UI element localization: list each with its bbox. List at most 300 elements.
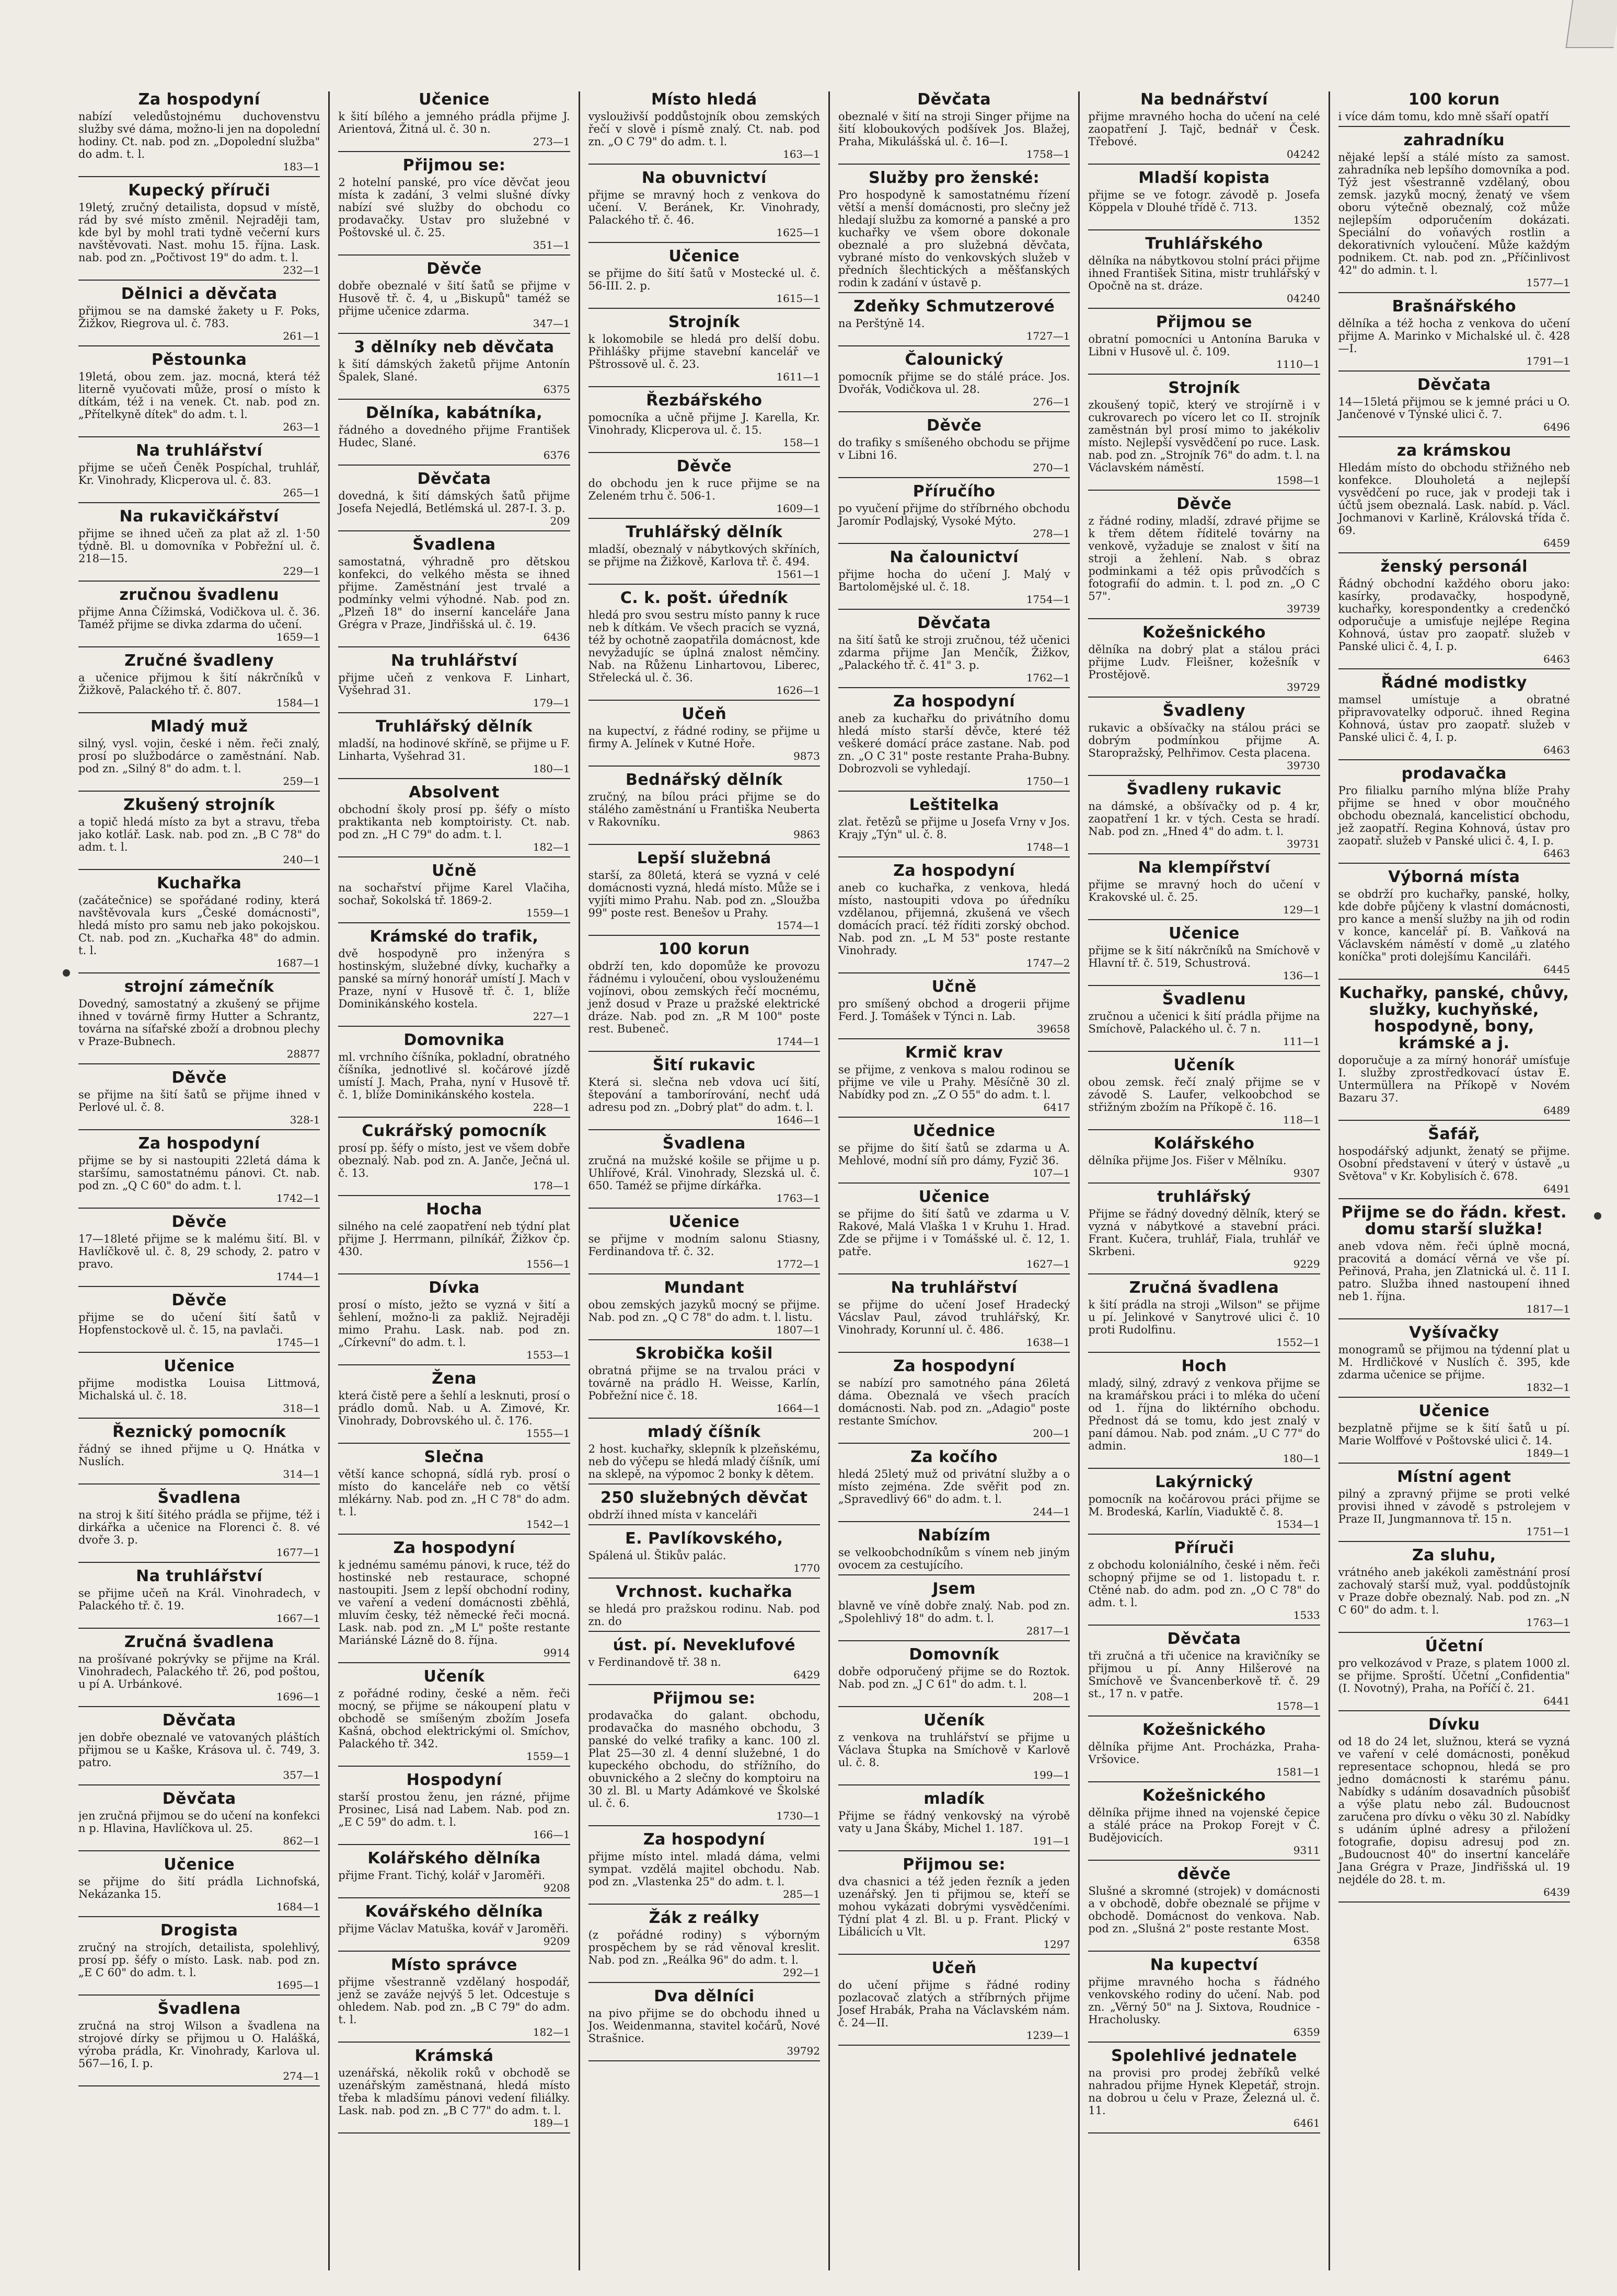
ad-divider bbox=[588, 1051, 820, 1052]
column-5 bbox=[1078, 91, 1328, 2270]
ad-divider bbox=[78, 1784, 320, 1785]
ad-heading: Truhlářský dělník bbox=[626, 523, 783, 541]
ad-code: 39730 bbox=[1287, 759, 1320, 772]
ad-heading: mladík bbox=[923, 1790, 985, 1808]
ad-text: nabízí veledůstojnému duchovenstvu služby své dáma, možno-li jen na dopolední hodiny. Ct. nab. pod zn. „Dopolední služba" do adm. t. l. bbox=[78, 110, 320, 160]
classified-ad bbox=[1088, 1866, 1320, 1952]
ad-heading: Děvčata bbox=[917, 91, 991, 109]
ad-heading: Na kupectví bbox=[1150, 1956, 1258, 1974]
classified-ad bbox=[338, 718, 570, 779]
ad-text: obdrží ihned místa v kanceláři bbox=[588, 1509, 757, 1521]
classified-ad bbox=[838, 352, 1070, 412]
ad-code: 6489 bbox=[1543, 1104, 1570, 1117]
ad-text: mladší, obeznalý v nábytkových skříních, se přijme na Žižkově, Karlova tř. č. 494. bbox=[588, 543, 820, 568]
ad-heading: Děvče bbox=[1176, 495, 1232, 513]
ad-heading: Za hospodyní bbox=[893, 692, 1015, 711]
ad-text: 19letá, obou zem. jaz. mocná, která též literně vyučovati může, prosí o místo k dítkám, též i na venek. Ct. nab. pod zn. „Přítelkyně dítek" do adm. t. l. bbox=[78, 370, 320, 421]
ad-divider bbox=[78, 1063, 320, 1064]
ad-code: 1584—1 bbox=[276, 697, 320, 709]
ad-heading: Lepší služebná bbox=[637, 849, 771, 867]
ad-divider bbox=[1088, 2042, 1320, 2043]
ad-text: obratní pomocníci u Antonína Baruka v Libni v Husově ul. č. 109. bbox=[1088, 333, 1320, 358]
ad-text: obou zemsk. řečí znalý přijme se v závodě S. Laufer, velkoobchod se střižným zbožím na Příkopě č. 16. bbox=[1088, 1076, 1320, 1114]
ad-code: 1553—1 bbox=[526, 1349, 570, 1361]
ad-code: 2817—1 bbox=[1026, 1625, 1070, 1637]
ad-heading: Krámské do trafik, bbox=[369, 927, 539, 946]
classified-ad bbox=[838, 549, 1070, 610]
ad-text: na pivo přijme se do obchodu ihned u Jos. Weidenmanna, stavitel kočárů, Nové Strašnice. bbox=[588, 2007, 820, 2045]
ad-code: 1687—1 bbox=[276, 957, 320, 969]
classified-ad bbox=[338, 339, 570, 400]
ad-code: 259—1 bbox=[283, 775, 320, 787]
ad-heading: Krmič krav bbox=[905, 1043, 1003, 1062]
ad-divider bbox=[1338, 1541, 1570, 1542]
ad-heading: Učně bbox=[931, 978, 977, 996]
ad-code: 314—1 bbox=[283, 1468, 320, 1480]
classified-ad bbox=[338, 1850, 570, 1898]
classified-ad bbox=[588, 314, 820, 387]
ad-heading: Na truhlářství bbox=[390, 652, 517, 670]
ad-heading: Domovnika bbox=[403, 1031, 505, 1049]
ad-text: přijme místo intel. mladá dáma, velmi sympat. vzdělá majitel obchodu. Nab. pod zn. „Vlastenka 25" do adm. t. l. bbox=[588, 1850, 820, 1888]
ad-heading: Na čalounictví bbox=[890, 548, 1019, 566]
ad-divider bbox=[838, 543, 1070, 544]
ad-divider bbox=[78, 176, 320, 177]
ad-text: na dámské, a obšívačky od p. 4 kr, zaopatření 1 kr. v tých. Cesta se hradí. Nab. pod zn. „Hned 4" do adm. t. l. bbox=[1088, 800, 1320, 838]
classified-ad bbox=[1338, 869, 1570, 980]
classified-ad bbox=[838, 1358, 1070, 1444]
ad-code: 278—1 bbox=[1033, 527, 1070, 540]
ad-text: která čistě pere a šehlí a lesknuti, prosí o prádlo domů. Nab. u A. Zimové, Kr. Vinohrady, Dobrovského ul. č. 176. bbox=[338, 1389, 570, 1427]
ad-heading: Čalounický bbox=[905, 351, 1003, 369]
classified-ad bbox=[78, 1070, 320, 1130]
ad-heading: Na truhlářství bbox=[891, 1279, 1018, 1297]
ad-code: 158—1 bbox=[783, 436, 820, 449]
classified-ad bbox=[338, 1280, 570, 1365]
ad-text: přijme se učeň Čeněk Pospíchal, truhlář, Kr. Vinohrady, Klicperova ul. č. 83. bbox=[78, 461, 320, 486]
ad-text: k jednému samému pánovi, k ruce, též do hostinské neb restaurace, schopné nastoupiti. Jsem z lepší obchodní rodiny, ve vaření a vedení domácnosti zběhlá, mluvím česky, též německé řeči mocná. Lask. nab. pod zn. „M L" pošte restante Mariánské Lázně do 8. října. bbox=[338, 1559, 570, 1646]
ad-code: 6441 bbox=[1543, 1695, 1570, 1707]
ad-divider bbox=[1088, 1781, 1320, 1782]
ad-divider bbox=[338, 1766, 570, 1767]
ad-divider bbox=[838, 687, 1070, 688]
ad-divider bbox=[838, 856, 1070, 857]
ad-divider bbox=[338, 856, 570, 857]
ad-code: 1744—1 bbox=[776, 1035, 820, 1048]
ad-code: 1552—1 bbox=[1276, 1336, 1320, 1349]
ad-divider bbox=[1338, 1120, 1570, 1121]
ad-divider bbox=[588, 518, 820, 519]
ad-heading: Na obuvnictví bbox=[641, 169, 767, 187]
classified-ad bbox=[1338, 1126, 1570, 1199]
ad-text: se přijme do šití šatů v Mostecké ul. č. 56-III. 2. p. bbox=[588, 267, 820, 292]
ad-divider bbox=[1088, 1352, 1320, 1353]
ad-heading: Truhlářského bbox=[1145, 235, 1263, 253]
ad-heading: Přijmou se: bbox=[652, 1689, 756, 1708]
classified-ad bbox=[838, 483, 1070, 544]
classified-ad bbox=[78, 979, 320, 1064]
ad-divider bbox=[1338, 979, 1570, 980]
classified-ad bbox=[588, 1690, 820, 1826]
ad-heading: Lakýrnický bbox=[1155, 1473, 1253, 1491]
ad-text: řádného a dovedného přijme František Hudec, Slané. bbox=[338, 424, 570, 449]
ad-heading: Dělníka, kabátníka, bbox=[365, 404, 543, 422]
ad-divider bbox=[78, 280, 320, 281]
ad-heading: Za hospodyní bbox=[138, 91, 260, 109]
ad-code: 1578—1 bbox=[1276, 1700, 1320, 1712]
ad-heading: zručnou švadlenu bbox=[119, 586, 279, 604]
classified-ad bbox=[1088, 781, 1320, 854]
ad-divider bbox=[338, 712, 570, 713]
ad-text: zručnou a učenici k šití prádla přijme na Smíchově, Palackého ul. č. 7 n. bbox=[1088, 1010, 1320, 1035]
ad-text: (z pořádné rodiny) s výborným prospěchem by se rád věnoval kreslit. Nab. pod zn. „Reálka 96" do adm. t. l. bbox=[588, 1929, 820, 1966]
ad-text: přijme se k šití nákrčníků na Smíchově v Hlavní tř. č. 519, Schustrová. bbox=[1088, 944, 1320, 969]
ad-divider bbox=[1338, 1463, 1570, 1464]
ad-heading: Děvče bbox=[926, 416, 982, 435]
ad-code: 1581—1 bbox=[1276, 1766, 1320, 1778]
ad-heading: Učeň bbox=[931, 1959, 977, 1977]
ad-divider bbox=[1088, 308, 1320, 309]
ad-text: 2 host. kuchařky, sklepník k plzeňskému, neb do výčepu se hledá mladý číšník, umí na sklepě, na výpomoc 2 bonky k dětem. bbox=[588, 1443, 820, 1480]
classified-ad bbox=[588, 248, 820, 309]
ad-code: 180—1 bbox=[533, 762, 570, 775]
ad-divider bbox=[338, 1844, 570, 1845]
ad-heading: Místo hledá bbox=[651, 91, 757, 109]
ad-heading: zahradníku bbox=[1403, 131, 1505, 149]
classified-ad bbox=[1338, 766, 1570, 864]
ad-divider bbox=[78, 1418, 320, 1419]
ad-text: přijme všestranně vzdělaný hospodář, jenž se zaváže nejvýš 5 let. Odcestuje s ohledem. Nab. pod zn. „B C 79" do adm. t. l. bbox=[338, 1976, 570, 2026]
ad-heading: Kolářského bbox=[1153, 1134, 1255, 1153]
ad-heading: Absolvent bbox=[409, 783, 500, 802]
ad-text: obratná přijme se na trvalou práci v továrně na prádlo H. Weisse, Karlín, Pobřežní nice č. 18. bbox=[588, 1364, 820, 1402]
ad-code: 1667—1 bbox=[276, 1612, 320, 1625]
ad-heading: Učenice bbox=[918, 1188, 990, 1206]
ad-code: 263—1 bbox=[283, 421, 320, 433]
ad-divider bbox=[338, 1662, 570, 1663]
ad-code: 9209 bbox=[543, 1935, 570, 1947]
ad-heading: Vyšívačky bbox=[1409, 1324, 1499, 1342]
ad-code: 1750—1 bbox=[1026, 775, 1070, 787]
ad-divider bbox=[588, 1982, 820, 1983]
classified-ad bbox=[78, 653, 320, 713]
ad-text: pro smíšený obchod a drogerii přijme Ferd. J. Tomášek v Týnci n. Lab. bbox=[838, 998, 1070, 1023]
ad-code: 6436 bbox=[543, 631, 570, 643]
ad-heading: Řádné modistky bbox=[1381, 674, 1527, 692]
ad-divider bbox=[1088, 853, 1320, 854]
ad-heading: 100 korun bbox=[1408, 91, 1500, 109]
ad-divider bbox=[1338, 1632, 1570, 1633]
ad-divider bbox=[588, 1631, 820, 1632]
classified-ad bbox=[588, 1424, 820, 1485]
classified-ad bbox=[588, 524, 820, 585]
ad-divider bbox=[1088, 1182, 1320, 1184]
ad-heading: Přijmou se: bbox=[402, 156, 506, 175]
ad-code: 1772—1 bbox=[776, 1258, 820, 1270]
classified-ad bbox=[1338, 1547, 1570, 1633]
ad-text: jen zručná přijmou se do učení na konfekci n p. Hlavina, Havlíčkova ul. 25. bbox=[78, 1810, 320, 1835]
ad-heading: Učenice bbox=[668, 247, 740, 265]
ad-text: Hledám místo do obchodu střižného neb konfekce. Dlouholetá a nejlepší vysvědčení po ruce, jak v prodeji tak i účtů jsem obeznalá. Lask. nabíd. p. Václ. Jochmanovi v Karlině, Královská třída č. 69. bbox=[1338, 461, 1570, 537]
ad-divider bbox=[588, 1825, 820, 1826]
ad-divider bbox=[1088, 490, 1320, 491]
classified-ad bbox=[78, 2001, 320, 2086]
classified-ad bbox=[1088, 1540, 1320, 1626]
ad-divider bbox=[588, 1208, 820, 1209]
ad-text: řádný se ihned přijme u Q. Hnátka v Nuslích. bbox=[78, 1443, 320, 1468]
ad-heading: Kupecký příruči bbox=[128, 181, 271, 200]
classified-ad bbox=[588, 706, 820, 767]
ad-text: blavně ve víně dobře znalý. Nab. pod zn. „Spolehlivý 18" do adm. t. l. bbox=[838, 1599, 1070, 1625]
classified-ad bbox=[338, 1371, 570, 1444]
column-6 bbox=[1329, 91, 1578, 2270]
ad-divider bbox=[1088, 164, 1320, 165]
ad-code: 227—1 bbox=[533, 1010, 570, 1023]
ad-code: 261—1 bbox=[283, 330, 320, 342]
classified-ad bbox=[338, 1904, 570, 1952]
ad-heading: Za hospodyní bbox=[893, 1357, 1015, 1375]
ad-heading: prodavačka bbox=[1401, 764, 1507, 783]
classified-ad bbox=[78, 1135, 320, 1209]
ad-text: z obchodu koloniálního, české i něm. řeči schopný přijme se od 1. listopadu t. r. Ctěné nab. do adm. pod zn. „O C 78" do adm. t. l. bbox=[1088, 1559, 1320, 1609]
classified-ad bbox=[838, 1045, 1070, 1118]
ad-divider bbox=[338, 778, 570, 779]
ad-text: na provisi pro prodej žebříků velké nahradou přijme Hynek Klepetář, strojn. na dobrou u čelu v Praze, Železná ul. č. 11. bbox=[1088, 2067, 1320, 2117]
ad-divider bbox=[78, 1706, 320, 1707]
ad-text: k šití bílého a jemného prádla přijme J. Arientová, Žitná ul. č. 30 n. bbox=[338, 110, 570, 135]
ad-heading: Za hospodyní bbox=[393, 1539, 515, 1557]
classified-ad bbox=[78, 1292, 320, 1353]
ad-text: zručná na mužské košile se přijme u p. Uhlířové, Král. Vinohrady, Slezská ul. č. 650. Taméž se přijme dírkářka. bbox=[588, 1154, 820, 1192]
ad-heading: 100 korun bbox=[658, 940, 750, 958]
classified-ad bbox=[588, 941, 820, 1052]
ad-text: dovedná, k šití dámských šatů přijme Josefa Nejedlá, Betlémská ul. 287-I. 3. p. bbox=[338, 490, 570, 515]
ad-code: 166—1 bbox=[533, 1828, 570, 1841]
ad-code: 6359 bbox=[1293, 2026, 1320, 2038]
ad-heading: Příruči bbox=[1174, 1539, 1234, 1557]
ad-heading: Za hospodyní bbox=[138, 1134, 260, 1153]
ad-text: Pro hospodyně k samostatnému řízení větší a menší domácnosti, pro slečny jež hledají službu za komorné a panské a pro kuchařky ve všem obore dokonale obeznalé a pro služebná děvčata, vybrané místo do venkovských služeb v předních šlechtických a měšťanských rodin k zadání v ústavě p. bbox=[838, 189, 1070, 289]
classified-ad bbox=[338, 1540, 570, 1663]
classified-ad bbox=[78, 182, 320, 281]
ad-heading: Děvčata bbox=[162, 1790, 236, 1808]
classified-ad bbox=[338, 1668, 570, 1767]
classified-ad bbox=[588, 1530, 820, 1579]
ad-code: 6463 bbox=[1543, 744, 1570, 756]
ad-code: 1770 bbox=[793, 1562, 820, 1574]
ad-code: 351—1 bbox=[533, 239, 570, 251]
ad-code: 180—1 bbox=[1283, 1452, 1320, 1465]
ad-divider bbox=[838, 345, 1070, 346]
ad-heading: Brašnářského bbox=[1392, 297, 1517, 316]
classified-ad bbox=[338, 157, 570, 256]
ad-heading: Na klempířství bbox=[1138, 859, 1270, 877]
classified-ad bbox=[1338, 1204, 1570, 1319]
ad-text: k šití prádla na stroji „Wilson" se přijme u pí. Jelinkové v Sanytrové ulici č. 10 proti Rudolfinu. bbox=[1088, 1298, 1320, 1336]
ad-divider bbox=[78, 436, 320, 437]
ad-divider bbox=[78, 869, 320, 870]
ad-heading: Zručná švadlena bbox=[124, 1633, 274, 1651]
ad-heading: Kovářského dělníka bbox=[365, 1903, 544, 1921]
ad-text: na šití šatů ke stroji zručnou, též učenici zdarma přijme Jan Menčík, Žižkov, „Palackého tř. č. 41" 3. p. bbox=[838, 634, 1070, 671]
ad-text: přijme Anna Čížimská, Vodičkova ul. č. 36. Taméž přijme se divka zdarma do učení. bbox=[78, 606, 320, 631]
ad-text: přijme Václav Matuška, kovář v Jaroměři. bbox=[338, 1922, 569, 1935]
ad-code: 1625—1 bbox=[776, 226, 820, 239]
ad-divider bbox=[78, 1129, 320, 1130]
ad-text: obou zemských jazyků mocný se přijme. Nab. pod zn. „Q C 78" do adm. t. l. listu. bbox=[588, 1298, 820, 1324]
ad-text: se nabízí pro samotného pána 26letá dáma. Obeznalá ve všech pracích domácnosti. Nab. pod zn. „Adagio" poste restante Smíchov. bbox=[838, 1377, 1070, 1427]
ad-text: starší, za 80letá, která se vyzná v celé domácnosti vyzná, hledá místo. Může se i vyjíti mimo Prahu. Nab. pod zn. „Sloužba 99" poste rest. Benešov u Prahy. bbox=[588, 869, 820, 919]
ad-heading: Přijmou se bbox=[1156, 313, 1253, 331]
classified-ad bbox=[1338, 1469, 1570, 1542]
classified-ad bbox=[338, 405, 570, 466]
ad-heading: Děvčata bbox=[1417, 376, 1491, 394]
ad-divider bbox=[588, 164, 820, 165]
ad-code: 28877 bbox=[286, 1048, 320, 1060]
ad-heading: Kolářského dělníka bbox=[367, 1849, 541, 1868]
ad-code: 179—1 bbox=[533, 697, 570, 709]
ad-divider bbox=[1088, 697, 1320, 698]
ad-text: ml. vrchního číšníka, pokladní, obratného číšníka, jednotlivé sl. kočárové jízdě umístí J. Mach, Praha, nyní v Husově tř. č. 1, blíže Dominikánského kostela. bbox=[338, 1051, 570, 1101]
classified-ad bbox=[1088, 991, 1320, 1052]
ad-divider bbox=[838, 2045, 1070, 2046]
ad-divider bbox=[588, 844, 820, 845]
classified-ad bbox=[338, 653, 570, 713]
ad-text: přijme se do učení šití šatů v Hopfenstockově ul. č. 15, na pavlači. bbox=[78, 1311, 320, 1336]
ad-code: 208—1 bbox=[1033, 1690, 1070, 1703]
ad-divider bbox=[588, 1339, 820, 1340]
ad-code: 1832—1 bbox=[1526, 1381, 1570, 1394]
classified-ad bbox=[78, 1712, 320, 1785]
ad-text: se přijme do učení Josef Hradecký Vácslav Paul, závod truhlářský, Kr. Vinohrady, Korunní ul. č. 486. bbox=[838, 1298, 1070, 1336]
ad-divider bbox=[338, 254, 570, 256]
ad-text: tři zručná a tři učenice na kravičníky se přijmou u pí. Anny Hilšerové na Smíchově ve Švancenberkově tř. č. 29 st., 17 n. v patře. bbox=[1088, 1650, 1320, 1700]
ad-heading: Učednice bbox=[913, 1122, 996, 1140]
ad-text: vyslouživší poddůstojník obou zemských řečí v slově i písmě znalý. Ct. nab. pod zn. „O C 79" do adm. t. l. bbox=[588, 110, 820, 148]
ad-heading: Strojník bbox=[1168, 379, 1240, 397]
ad-heading: Výborná místa bbox=[1388, 868, 1520, 886]
ad-divider bbox=[1088, 1051, 1320, 1052]
classified-ad bbox=[838, 1960, 1070, 2046]
ad-divider bbox=[338, 1364, 570, 1365]
classified-ad bbox=[1088, 1135, 1320, 1184]
ad-code: 9307 bbox=[1293, 1167, 1320, 1179]
ad-heading: Účetní bbox=[1425, 1637, 1484, 1655]
ad-divider bbox=[78, 972, 320, 973]
ad-heading: Zkušený strojník bbox=[123, 796, 275, 814]
ad-code: 1533 bbox=[1293, 1609, 1320, 1621]
ad-code: 1758—1 bbox=[1026, 148, 1070, 160]
ad-divider bbox=[838, 1352, 1070, 1353]
ad-heading: Leštitelka bbox=[909, 796, 999, 814]
ad-text: a učenice přijmou k šití nákrčníků v Žižkově, Palackého tř. č. 807. bbox=[78, 671, 320, 697]
ad-divider bbox=[588, 452, 820, 453]
classified-ad bbox=[78, 1922, 320, 1996]
ad-divider bbox=[338, 1897, 570, 1898]
ad-code: 163—1 bbox=[783, 148, 820, 160]
classified-ad bbox=[1338, 91, 1570, 127]
ad-divider bbox=[588, 1684, 820, 1685]
ad-divider bbox=[1338, 1901, 1570, 1903]
ad-text: a topič hledá místo za byt a stravu, třeba jako kotlář. Lask. nab. pod zn. „B C 78" do adm. t. l. bbox=[78, 816, 320, 853]
ad-divider bbox=[838, 411, 1070, 412]
ad-text: pomocníka a učně přijme J. Karella, Kr. Vinohrady, Klicperova ul. č. 15. bbox=[588, 411, 820, 436]
classified-ad bbox=[338, 261, 570, 334]
ad-text: na stroj k šití šitého prádla se přijme, též i dirkářka a učenice na Florenci č. 8. vé dvoře 3. p. bbox=[78, 1509, 320, 1546]
classified-ad bbox=[1338, 675, 1570, 760]
ad-heading: Domovník bbox=[909, 1645, 999, 1664]
classified-ad bbox=[588, 850, 820, 936]
ad-divider bbox=[78, 791, 320, 792]
ad-code: 1763—1 bbox=[1526, 1616, 1570, 1629]
ad-heading: Za hospodyní bbox=[893, 862, 1015, 880]
column-4 bbox=[828, 91, 1078, 2270]
classified-ad bbox=[588, 1831, 820, 1905]
ad-heading: Děvče bbox=[676, 457, 732, 476]
ad-text: z pořádné rodiny, české a něm. řeči mocný, se přijme se nákoupení platu v obchodě se smíšeným zbožím Josefa Kašná, obchod elektrickými ol. Smíchov, Palackého tř. 342. bbox=[338, 1687, 570, 1750]
ad-text: přijme mravného hocha s řádného venkovského rodiny do učení. Nab. pod zn. „Věrný 50" na J. Sixtova, Roudnice - Hracholusky. bbox=[1088, 1976, 1320, 2026]
ad-heading: Strojník bbox=[668, 313, 740, 331]
ad-code: 229—1 bbox=[283, 565, 320, 577]
classified-ad bbox=[1088, 860, 1320, 920]
ad-code: 6439 bbox=[1543, 1886, 1570, 1898]
ad-code: 9311 bbox=[1293, 1844, 1320, 1857]
ad-heading: Dělnici a děvčata bbox=[121, 285, 278, 303]
ad-code: 1747—2 bbox=[1026, 957, 1070, 969]
punch-hole bbox=[63, 969, 70, 977]
ad-divider bbox=[588, 386, 820, 387]
ad-heading: Drogista bbox=[160, 1921, 238, 1940]
ad-divider bbox=[838, 1273, 1070, 1274]
folded-corner bbox=[1566, 0, 1617, 48]
classified-ad bbox=[78, 1214, 320, 1287]
ad-heading: Vrchnost. kuchařka bbox=[616, 1583, 793, 1601]
ad-code: 04240 bbox=[1287, 292, 1320, 305]
classified-ad bbox=[78, 1791, 320, 1851]
ad-text: Řádný obchodní každého oboru jako: kasírky, prodavačky, hospodyně, kuchařky, korespondentky a credenčkó odporučuje a umisťuje nejlépe Regina Kohnová, ústav pro zaopatř. služeb v Panské ulici č. 4, I. p. bbox=[1338, 577, 1570, 653]
ad-text: dobře obeznalé v šití šatů se přijme v Husově tř. č. 4, u „Biskupů" taméž se přijme učenice zdarma. bbox=[338, 280, 570, 317]
ad-divider bbox=[1088, 2132, 1320, 2133]
column-2 bbox=[328, 91, 578, 2270]
ad-heading: Kuchařka bbox=[156, 874, 242, 892]
classified-ad bbox=[588, 772, 820, 845]
ad-heading: Truhlářský dělník bbox=[375, 717, 533, 736]
ad-divider bbox=[1338, 1397, 1570, 1398]
ad-text: v Ferdinandově tř. 38 n. bbox=[588, 1656, 721, 1668]
classified-ad bbox=[1088, 1631, 1320, 1717]
ad-text: aneb vdova něm. řeči úplně mocná, pracovitá a domácí věrná ve vše pí. Peřinová, Praha, jen Zlatnická ul. č. 11 I. patro. Služba ihned nastoupení ihned neb 1. října. bbox=[1338, 1240, 1570, 1303]
classified-ad bbox=[838, 1646, 1070, 1707]
ad-text: rukavic a obšívačky na stálou práci se dobrým podmínkou přijme A. Staropražský, Pelhřimov. Cesta placena. bbox=[1088, 722, 1320, 759]
ad-divider bbox=[338, 399, 570, 400]
ad-heading: děvče bbox=[1177, 1865, 1231, 1883]
ad-divider bbox=[78, 646, 320, 647]
ad-divider bbox=[838, 791, 1070, 792]
ad-heading: Za kočího bbox=[910, 1448, 998, 1466]
ad-code: 1745—1 bbox=[276, 1336, 320, 1349]
ad-divider bbox=[1088, 374, 1320, 375]
ad-divider bbox=[588, 2060, 820, 2061]
classified-ad bbox=[78, 797, 320, 870]
classified-ad bbox=[1088, 314, 1320, 375]
classified-ad bbox=[588, 1490, 820, 1525]
classified-ad bbox=[588, 458, 820, 519]
classified-ad bbox=[78, 1568, 320, 1629]
ad-code: 1695—1 bbox=[276, 1979, 320, 1991]
ad-heading: Učeník bbox=[423, 1667, 485, 1686]
ad-text: zručná na stroj Wilson a švadlena na strojové dírky se přijmou u O. Halášká, výroba prádla, Kr. Vinohrady, Karlova ul. 567—16, I. p. bbox=[78, 2020, 320, 2070]
ad-text: aneb co kuchařka, z venkova, hledá místo, nastoupiti vdova po úředníku vzdělanou, přijemná, zkušená ve všech domácích prací. též říditi zorský obchod. Nab. pod zn. „L M 53" poste restante Vinohrady. bbox=[838, 882, 1070, 957]
